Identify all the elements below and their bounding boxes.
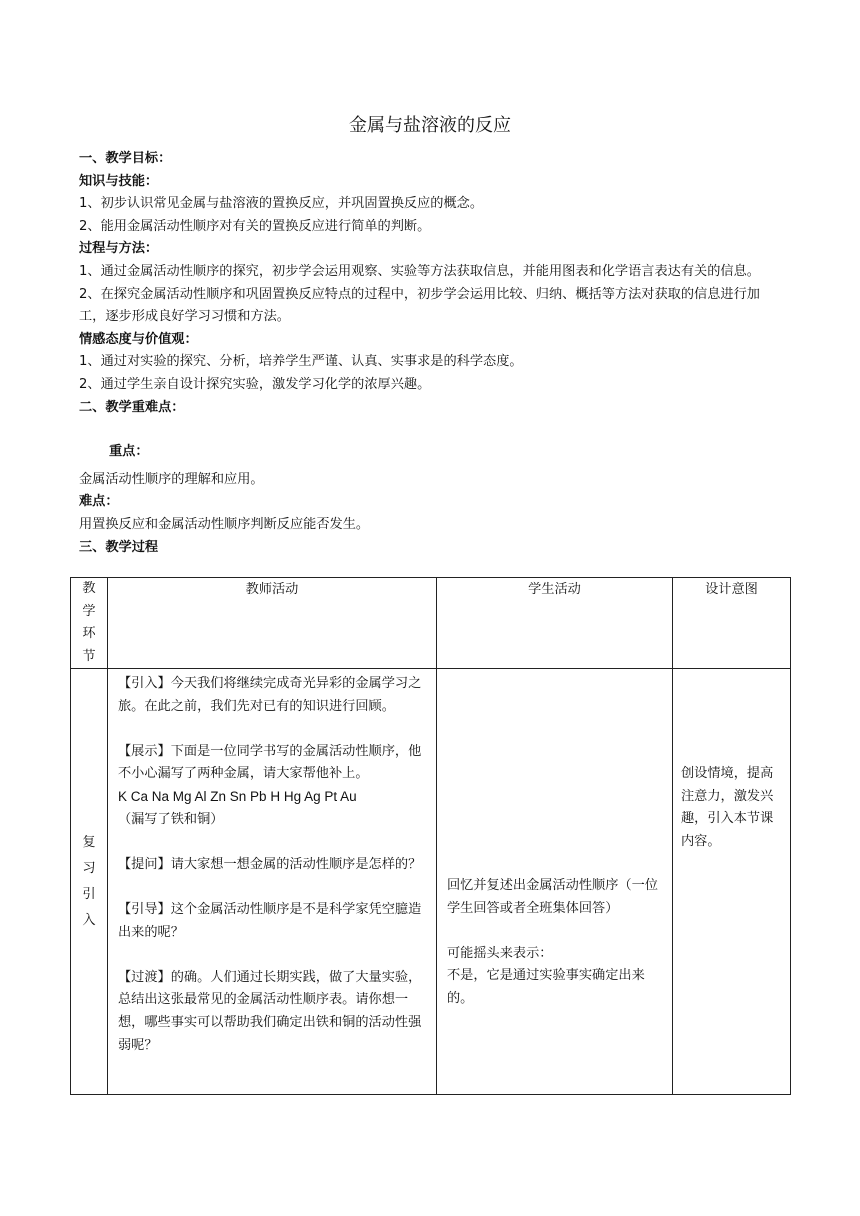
student-activity-cell xyxy=(437,669,673,1095)
table-header-row xyxy=(71,578,791,669)
student-shake-text: 不是，它是通过实验事实确定出来的。 xyxy=(447,968,645,1006)
teacher-intro: 【引入】今天我们将继续完成奇光异彩的金属学习之旅。在此之前，我们先对已有的知识进行回顾。 xyxy=(118,676,422,714)
design-intent-text: 创设情境，提高注意力，激发兴趣，引入本节课内容。 xyxy=(681,766,774,849)
knowledge-item: 1、初步认识常见金属与盐溶液的置换反应，并巩固置换反应的概念。 xyxy=(79,196,484,212)
emotion-item: 1、通过对实验的探究、分析，培养学生严谨、认真、实事求是的科学态度。 xyxy=(79,354,523,370)
header-stage: 教 学 环 节 xyxy=(71,578,108,669)
key-point-text: 金属活动性顺序的理解和应用。 xyxy=(79,471,264,487)
table-row xyxy=(71,669,791,1095)
subheading-process: 过程与方法： xyxy=(79,241,159,257)
emotion-item: 2、通过学生亲自设计探究实验，激发学习化学的浓厚兴趣。 xyxy=(79,376,431,392)
subheading-emotion: 情感态度与价值观： xyxy=(79,331,198,347)
subheading-knowledge: 知识与技能： xyxy=(79,173,159,189)
teacher-guide: 【引导】这个金属活动性顺序是不是科学家凭空臆造出来的呢？ xyxy=(118,901,422,940)
teacher-transition: 【过渡】的确。人们通过长期实践，做了大量实验，总结出这张最常见的金属活动性顺序表。请你想一想，哪些事实可以帮助我们确定出铁和铜的活动性强弱呢？ xyxy=(118,969,422,1053)
teacher-question: 【提问】请大家想一想金属的活动性顺序是怎样的？ xyxy=(118,856,422,872)
metal-sequence: K Ca Na Mg Al Zn Sn Pb H Hg Ag Pt Au xyxy=(118,788,357,804)
key-point-label: 重点： xyxy=(109,444,149,460)
knowledge-item: 2、能用金属活动性顺序对有关的置换反应进行简单的判断。 xyxy=(79,218,431,234)
teacher-show: 【展示】下面是一位同学书写的金属活动性顺序，他不小心漏写了两种金属，请大家帮他补上。 xyxy=(118,743,422,782)
missing-note: （漏写了铁和铜） xyxy=(118,811,224,827)
header-student-activity: 学生活动 xyxy=(437,578,673,669)
document-body xyxy=(79,148,783,559)
header-teacher-activity: 教师活动 xyxy=(108,578,437,669)
section-heading-process: 三、教学过程 xyxy=(79,539,159,555)
section-heading-objectives: 一、教学目标： xyxy=(79,151,172,166)
difficult-point-label: 难点： xyxy=(79,494,119,510)
section-heading-key-points: 二、教学重难点： xyxy=(79,399,185,415)
teaching-process-table xyxy=(70,577,791,1095)
process-item: 1、通过金属活动性顺序的探究，初步学会运用观察、实验等方法获取信息，并能用图表和化学语言表达有关的信息。 xyxy=(79,263,760,279)
student-recall: 回忆并复述出金属活动性顺序（一位学生回答或者全班集体回答） xyxy=(447,878,658,916)
design-intent-cell xyxy=(673,669,791,1095)
difficult-point-text: 用置换反应和金属活动性顺序判断反应能否发生。 xyxy=(79,516,370,532)
teacher-activity-cell xyxy=(108,669,437,1095)
document-title: 金属与盐溶液的反应 xyxy=(349,115,511,136)
student-shake-intro: 可能摇头来表示： xyxy=(447,945,553,961)
process-item: 2、在探究金属活动性顺序和巩固置换反应特点的过程中，初步学会运用比较、归纳、概括等方法对获取的信息进行加工，逐步形成良好学习习惯和方法。 xyxy=(79,286,760,325)
stage-review-intro: 复 习 引 入 xyxy=(71,669,108,1095)
header-design-intent: 设计意图 xyxy=(673,578,791,669)
